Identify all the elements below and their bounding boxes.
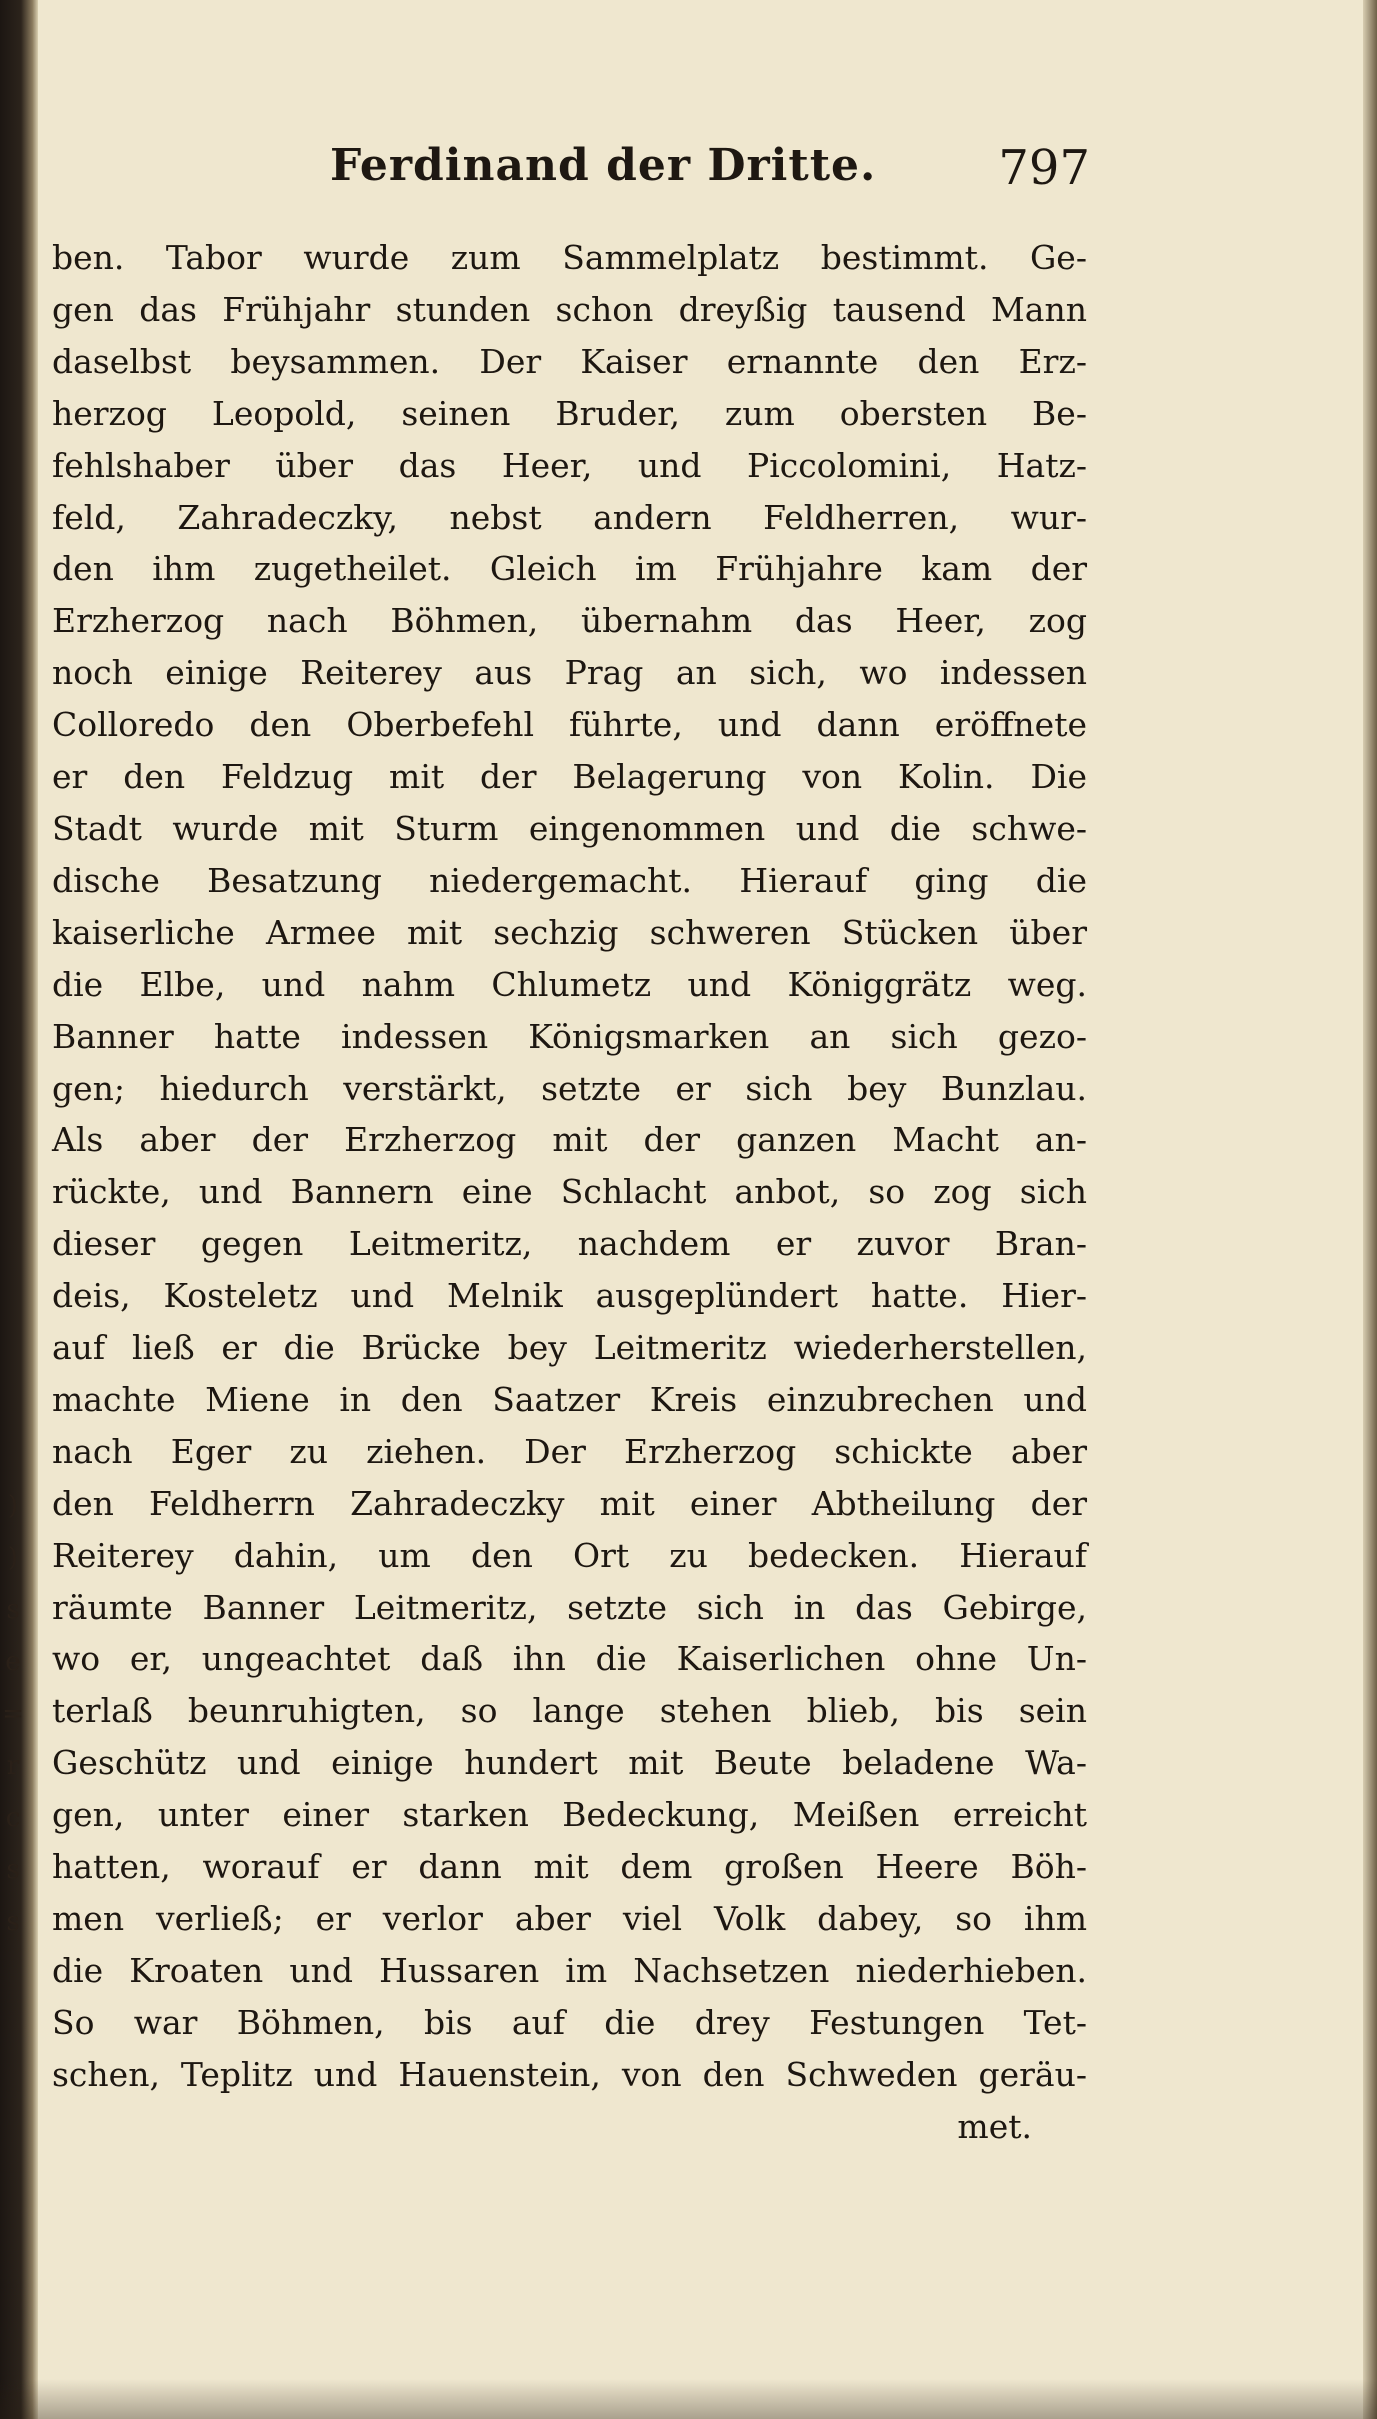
text-line: räumte Banner Leitmeritz, setzte sich in das Gebirge, [52, 1587, 1087, 1627]
running-title: Ferdinand der Dritte. [330, 140, 877, 191]
text-line: feld, Zahradeczky, nebst andern Feldherren, wur- [52, 497, 1087, 537]
page-header [330, 140, 1090, 210]
text-line: die Elbe, und nahm Chlumetz und Königgrätz weg. [52, 964, 1087, 1004]
text-line: men verließ; er verlor aber viel Volk dabey, so ihm [52, 1899, 1087, 1938]
text-line: auf ließ er die Brücke bey Leitmeritz wiederherstellen, [52, 1328, 1087, 1368]
text-line: gen; hiedurch verstärkt, setzte er sich bey Bunzlau. [52, 1068, 1087, 1108]
margin-mark: ) [7, 1543, 19, 1573]
margin-mark: e [5, 1647, 21, 1677]
text-line: hatten, worauf er dann mit dem großen Heere Böh- [52, 1847, 1087, 1887]
text-line: Geschütz und einige hundert mit Beute beladene Wa- [52, 1743, 1087, 1783]
binding-edge [0, 0, 38, 2419]
text-line: fehlshaber über das Heer, und Piccolomini, Hatz- [52, 445, 1087, 485]
text-line: gen, unter einer starken Bedeckung, Meißen erreicht [52, 1795, 1087, 1835]
text-line: den ihm zugetheilet. Gleich im Frühjahre kam der [52, 549, 1087, 589]
margin-mark: s [6, 1595, 20, 1625]
text-line: deis, Kosteletz und Melnik ausgeplündert hatte. Hier- [52, 1276, 1087, 1316]
text-line: ben. Tabor wurde zum Sammelplatz bestimmt. Ge- [52, 238, 1087, 277]
text-line: Stadt wurde mit Sturm eingenommen und die schwe- [52, 808, 1087, 848]
text-line: Banner hatte indessen Königsmarken an sich gezo- [52, 1016, 1087, 1056]
text-line: wo er, ungeachtet daß ihn die Kaiserlichen ohne Un- [52, 1639, 1087, 1679]
text-line: nach Eger zu ziehen. Der Erzherzog schickte aber [52, 1431, 1087, 1471]
margin-mark: r [6, 1751, 20, 1781]
margin-mark: ) [7, 1491, 19, 1521]
text-line: den Feldherrn Zahradeczky mit einer Abtheilung der [52, 1483, 1087, 1523]
text-line: Erzherzog nach Böhmen, übernahm das Heer, zog [52, 601, 1087, 641]
text-line: rückte, und Bannern eine Schlacht anbot, so zog sich [52, 1172, 1087, 1212]
text-line: kaiserliche Armee mit sechzig schweren Stücken über [52, 912, 1087, 952]
text-line: machte Miene in den Saatzer Kreis einzubrechen und [52, 1379, 1087, 1419]
text-line: terlaß beunruhigten, so lange stehen blieb, bis sein [52, 1691, 1087, 1731]
margin-mark: s [6, 1855, 20, 1885]
text-line: Reiterey dahin, um den Ort zu bedecken. Hierauf [52, 1535, 1087, 1575]
catchword: met. [957, 2106, 1032, 2146]
body-text [52, 232, 1087, 2153]
margin-mark: = [2, 1699, 24, 1729]
text-line: schen, Teplitz und Hauenstein, von den Schweden geräu- [52, 2054, 1087, 2094]
text-line: noch einige Reiterey aus Prag an sich, wo indessen [52, 653, 1087, 693]
text-line: die Kroaten und Hussaren im Nachsetzen niederhieben. [52, 1950, 1087, 1990]
margin-mark: s [6, 1907, 20, 1937]
page-edge [1363, 0, 1377, 2419]
text-line: Colloredo den Oberbefehl führte, und dann eröffnete [52, 705, 1087, 745]
text-line: herzog Leopold, seinen Bruder, zum obersten Be- [52, 393, 1087, 433]
page-number: 797 [998, 140, 1090, 196]
margin-mark: c [5, 1803, 21, 1833]
facing-page-margin [0, 1480, 26, 1948]
text-line: So war Böhmen, bis auf die drey Festungen Tet- [52, 2002, 1087, 2042]
text-line: daselbst beysammen. Der Kaiser ernannte den Erz- [52, 341, 1087, 381]
text-line: er den Feldzug mit der Belagerung von Kolin. Die [52, 757, 1087, 797]
text-line: Als aber der Erzherzog mit der ganzen Macht an- [52, 1120, 1087, 1160]
text-line: dieser gegen Leitmeritz, nachdem er zuvor Bran- [52, 1224, 1087, 1264]
text-line: gen das Frühjahr stunden schon dreyßig tausend Mann [52, 289, 1087, 329]
text-line: dische Besatzung niedergemacht. Hierauf ging die [52, 860, 1087, 900]
bottom-shadow [0, 2379, 1377, 2419]
